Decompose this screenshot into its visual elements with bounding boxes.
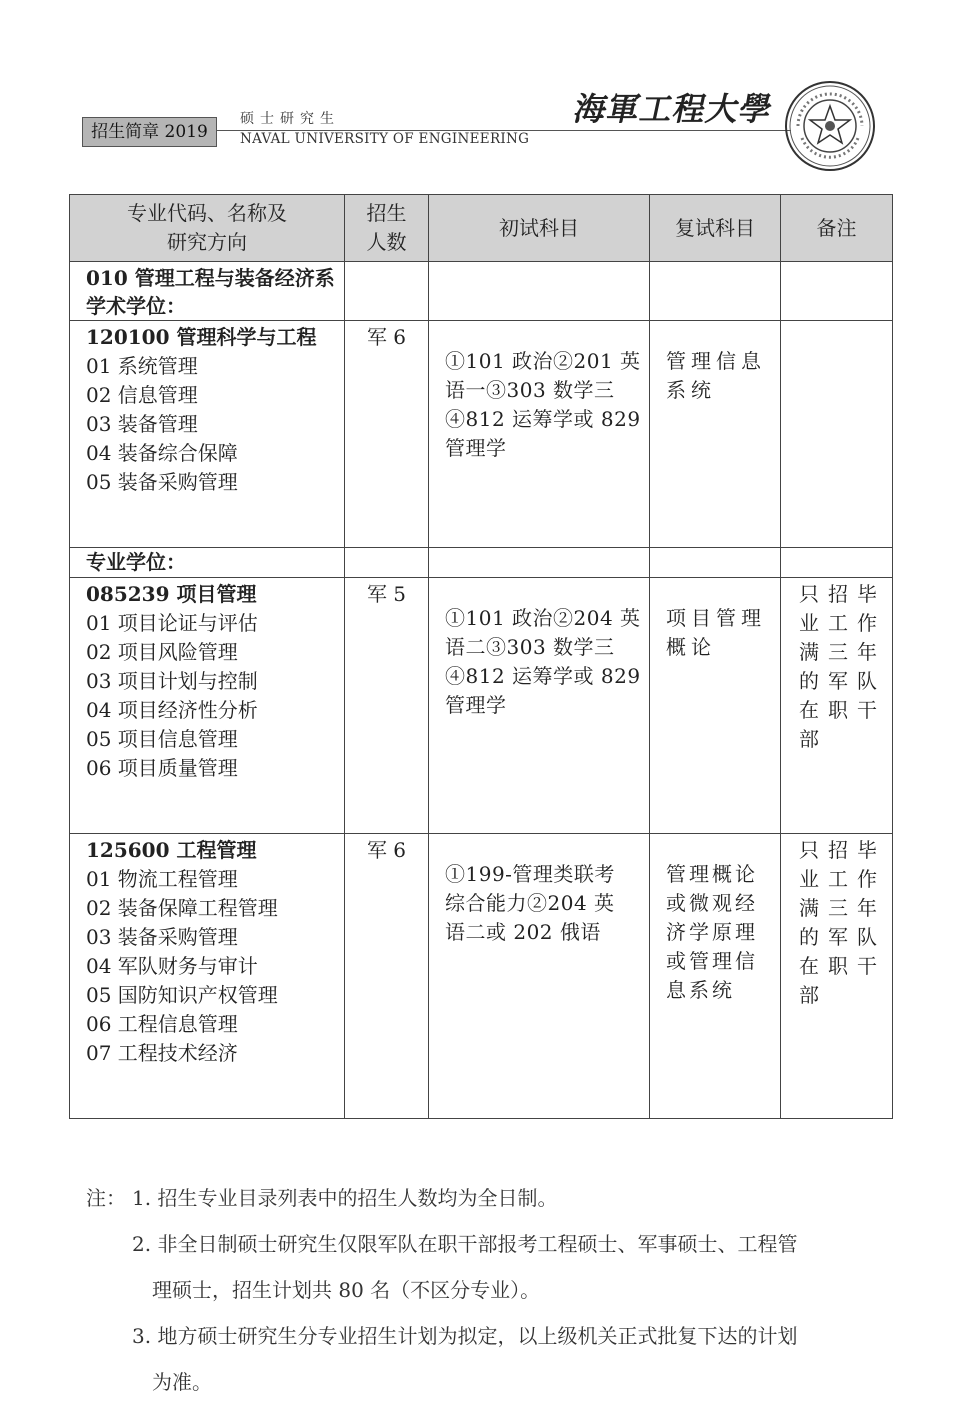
text-line: 语一③303 数学三 [445,378,615,402]
text-line: 语二或 202 俄语 [445,920,601,944]
text-line: 部 [799,983,828,1007]
text-line: 语二③303 数学三 [445,635,615,659]
initial-exam-cell [429,834,650,1119]
remark-cell [781,321,893,548]
text-line: ①101 政治②201 英 [445,349,641,373]
text-line: 02 装备保障工程管理 [86,896,278,920]
major-cell: 085239 项目管理 01 项目论证与评估 02 项目风险管理 03 项目计划与控制 04 项目经济性分析 05 项目信息管理 06 项目质量管理 [70,578,345,834]
text-line: 部 [799,727,828,751]
text-line: 管理学 [445,436,507,460]
text-line: 在职干 [799,698,886,722]
direction-list [86,609,344,783]
direction-list [86,865,344,1068]
text-line: 管理学 [445,693,507,717]
table-row-professional-label [70,548,893,578]
text-line: 在职干 [799,954,886,978]
text-line: 综合能力②204 英 [445,891,615,915]
text-line: 业工作 [799,867,886,891]
header-remark: 备注 [781,195,893,262]
retest-cell [650,834,781,1119]
quota-cell: 军 6 [345,834,429,1119]
brochure-badge: 招生简章 2019 [82,117,217,147]
text-line: 06 工程信息管理 [86,1012,238,1036]
table-row-engineering-management [70,834,893,1119]
text-line: ④812 运筹学或 829 [445,407,641,431]
text-line: 03 项目计划与控制 [86,669,258,693]
text-line: 业工作 [799,611,886,635]
text-line: 05 国防知识产权管理 [86,983,278,1007]
text-line: ①199-管理类联考 [445,862,615,886]
note-3-line-2: 为准。 [152,1370,212,1394]
text-line: 息系统 [666,978,735,1002]
table-row-academic [70,321,893,548]
major-cell: 125600 工程管理 01 物流工程管理 02 装备保障工程管理 03 装备采购管理 04 军队财务与审计 05 国防知识产权管理 06 工程信息管理 07 工程技术经济 [70,834,345,1119]
text-line: 06 项目质量管理 [86,756,238,780]
initial-exam-cell [429,321,650,548]
major-cell: 120100 管理科学与工程 01 系统管理 02 信息管理 03 装备管理 04 装备综合保障 05 装备采购管理 [70,321,345,548]
header-initial-exam: 初试科目 [429,195,650,262]
text-line: 的军队 [799,669,886,693]
professional-degree-label: 专业学位： [70,548,345,578]
note-2-line-2: 理硕士，招生计划共 80 名（不区分专业）。 [152,1278,541,1302]
notes-section [86,1175,876,1405]
university-seal-icon [784,80,876,172]
text-line: 管理信息 [666,349,766,373]
remark-cell [781,578,893,834]
header-subtitle-en: NAVAL UNIVERSITY OF ENGINEERING [240,131,530,147]
text-line: 01 系统管理 [86,354,198,378]
admission-catalog-table [69,194,893,1119]
text-line: 项目管理 [666,606,766,630]
text-line: 满三年 [799,896,886,920]
remark-cell [781,834,893,1119]
text-line: 满三年 [799,640,886,664]
text-line: ①101 政治②204 英 [445,606,641,630]
text-line: 或微观经 [666,891,758,915]
text-line: 04 军队财务与审计 [86,954,258,978]
table-row-department [70,262,893,321]
text-line: 05 装备采购管理 [86,470,238,494]
table-row-project-management [70,578,893,834]
note-3-line-1: 3. 地方硕士研究生分专业招生计划为拟定，以上级机关正式批复下达的计划 [132,1324,798,1348]
text-line: 03 装备管理 [86,412,198,436]
direction-list [86,352,344,497]
text-line: 管理概论 [666,862,758,886]
university-calligraphy-logo: 海軍工程大學 [570,90,777,128]
header-subtitle-cn: 硕士研究生 [240,111,340,127]
notes-label: 注： [86,1186,126,1210]
note-2-line-1: 2. 非全日制硕士研究生仅限军队在职干部报考工程硕士、军事硕士、工程管 [132,1232,798,1256]
text-line: 02 信息管理 [86,383,198,407]
text-line: 07 工程技术经济 [86,1041,238,1065]
initial-exam-cell [429,578,650,834]
text-line: 济学原理 [666,920,758,944]
header-retest: 复试科目 [650,195,781,262]
note-1: 1. 招生专业目录列表中的招生人数均为全日制。 [132,1186,558,1210]
retest-cell [650,578,781,834]
text-line: 05 项目信息管理 [86,727,238,751]
text-line: 01 物流工程管理 [86,867,238,891]
department-cell: 010 管理工程与装备经济系 学术学位： [70,262,345,321]
text-line: 的军队 [799,925,886,949]
table-header-row [70,195,893,262]
text-line: 只招毕 [799,582,886,606]
retest-cell [650,321,781,548]
text-line: 系统 [666,378,716,402]
text-line: 或管理信 [666,949,758,973]
text-line: 02 项目风险管理 [86,640,238,664]
text-line: 04 项目经济性分析 [86,698,258,722]
text-line: 04 装备综合保障 [86,441,238,465]
header-major: 专业代码、名称及 研究方向 [70,195,345,262]
quota-cell: 军 5 [345,578,429,834]
quota-cell: 军 6 [345,321,429,548]
text-line: 概论 [666,635,716,659]
text-line: 只招毕 [799,838,886,862]
header-quota: 招生 人数 [345,195,429,262]
text-line: 03 装备采购管理 [86,925,238,949]
text-line: ④812 运筹学或 829 [445,664,641,688]
text-line: 01 项目论证与评估 [86,611,258,635]
